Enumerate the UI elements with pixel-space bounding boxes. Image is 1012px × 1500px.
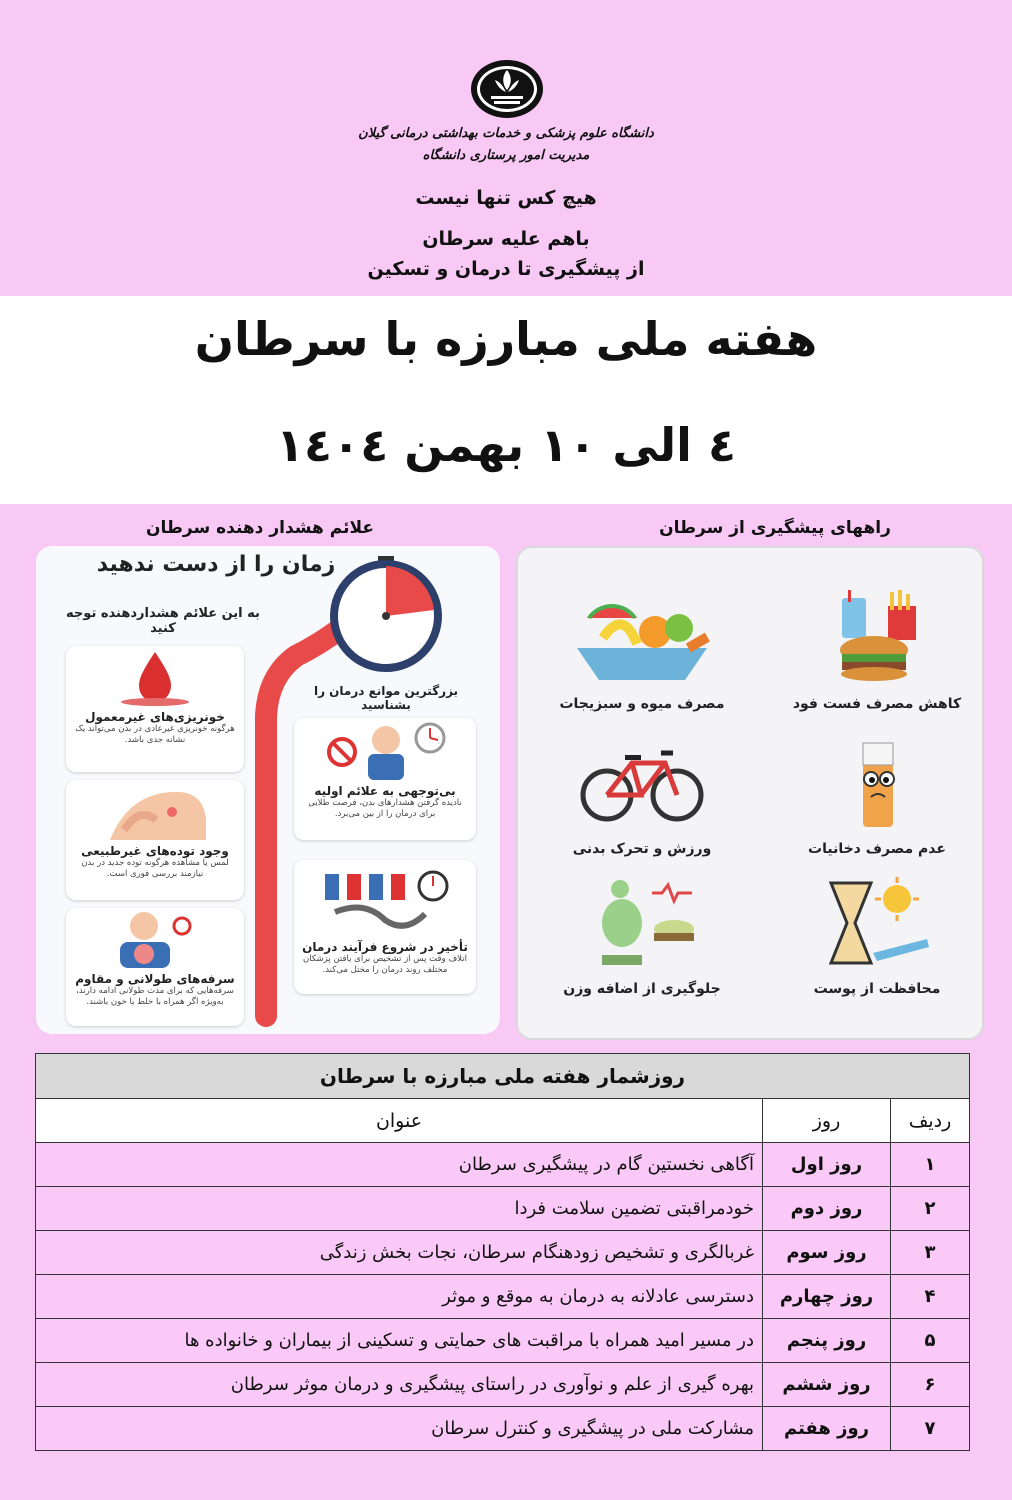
- barriers-heading: بزرگترین موانع درمان را بشناسید: [313, 684, 459, 712]
- table-row: ۳ روز سوم غربالگری و تشخیص زودهنگام سرطان، نجات بخش زندگی: [36, 1231, 970, 1275]
- warning-panel: [36, 546, 500, 1034]
- slogan-2: باهم علیه سرطان: [422, 228, 590, 250]
- prevention-item: ورزش و تحرک بدنی: [547, 733, 737, 857]
- schedule-title: روزشمار هفته ملی مبارزه با سرطان: [36, 1054, 970, 1099]
- prevention-panel: [516, 546, 984, 1040]
- warning-headline: زمان را از دست ندهید: [96, 552, 336, 577]
- warning-title: علائم هشدار دهنده سرطان: [145, 518, 374, 538]
- barrier-card: بی‌توجهی به علائم اولیه نادیده گرفتن هشدارهای بدن، فرصت طلایی برای درمان را از بین می‌برد.: [294, 718, 476, 840]
- blood-drop-icon: [105, 646, 205, 706]
- table-row: ۲ روز دوم خودمراقبتی تضمین سلامت فردا: [36, 1187, 970, 1231]
- bicycle-icon: [577, 733, 707, 833]
- schedule-title-row: [36, 1054, 970, 1099]
- delay-maze-icon: [315, 860, 455, 936]
- prevention-item: کاهش مصرف فست فود: [782, 588, 972, 712]
- signs-heading: به این علائم هشداردهنده توجه کنید: [66, 606, 260, 636]
- schedule-column-headers: [36, 1099, 970, 1143]
- warning-sign-card: وجود توده‌های غیرطبیعی لمس یا مشاهده هرگونه توده جدید در بدن نیازمند بررسی فوری است.: [66, 780, 244, 900]
- warning-sign-card: سرفه‌های طولانی و مقاوم سرفه‌هایی که برای مدت طولانی ادامه دارند، به‌ویژه اگر همراه با خلط یا خون باشند.: [66, 908, 244, 1026]
- header-subject: عنوان: [36, 1099, 763, 1143]
- table-row: ۶ روز ششم بهره گیری از علم و نوآوری در راستای پیشگیری و درمان موثر سرطان: [36, 1363, 970, 1407]
- ignoring-symptoms-icon: [320, 718, 450, 780]
- nursing-office: مدیریت امور پرستاری دانشگاه: [422, 148, 590, 163]
- prevention-item: عدم مصرف دخانیات: [782, 733, 972, 857]
- header-row-number: ردیف: [891, 1099, 970, 1143]
- prevention-item: جلوگیری از اضافه وزن: [547, 873, 737, 997]
- cough-icon: [100, 908, 210, 968]
- main-title: هفته ملی مبارزه با سرطان: [194, 312, 818, 366]
- no-smoking-icon: [827, 733, 927, 833]
- slogan-1: هیچ کس تنها نیست: [415, 187, 597, 209]
- warning-sign-card: خونریزی‌های غیرمعمول هرگونه خونریزی غیرعادی در بدن می‌تواند یک نشانه جدی باشد.: [66, 646, 244, 772]
- prevention-item: محافظت از پوست: [782, 873, 972, 997]
- prevention-title: راههای پیشگیری از سرطان: [659, 518, 891, 538]
- schedule-table: [35, 1053, 970, 1451]
- fast-food-icon: [822, 588, 932, 688]
- slogan-3: از پیشگیری تا درمان و تسکین: [367, 258, 645, 280]
- event-date: ٤ الی ١٠ بهمن ١٤٠٤: [275, 418, 737, 472]
- table-row: ۵ روز پنجم در مسیر امید همراه با مراقبت های حمایتی و تسکینی از بیماران و خانواده ها: [36, 1319, 970, 1363]
- header: [0, 0, 1012, 296]
- table-row: ۷ روز هفتم مشارکت ملی در پیشگیری و کنترل سرطان: [36, 1407, 970, 1451]
- stopwatch-icon: [316, 552, 456, 672]
- table-row: ۴ روز چهارم دسترسی عادلانه به درمان به موقع و موثر: [36, 1275, 970, 1319]
- lump-icon: [100, 780, 210, 840]
- barrier-card: تأخیر در شروع فرآیند درمان اتلاف وقت پس از تشخیص برای یافتن پزشکان مختلف روند درمان را مختل می‌کند.: [294, 860, 476, 994]
- table-row: ۱ روز اول آگاهی نخستین گام در پیشگیری سرطان: [36, 1143, 970, 1187]
- fruits-vegetables-icon: [567, 588, 717, 688]
- university-name: دانشگاه علوم پزشکی و خدمات بهداشتی درمانی گیلان: [358, 126, 654, 141]
- university-logo: [469, 58, 545, 120]
- prevention-item: مصرف میوه و سبزیجات: [547, 588, 737, 712]
- weight-control-icon: [582, 873, 702, 973]
- sun-protection-icon: [817, 873, 937, 973]
- header-day: روز: [763, 1099, 891, 1143]
